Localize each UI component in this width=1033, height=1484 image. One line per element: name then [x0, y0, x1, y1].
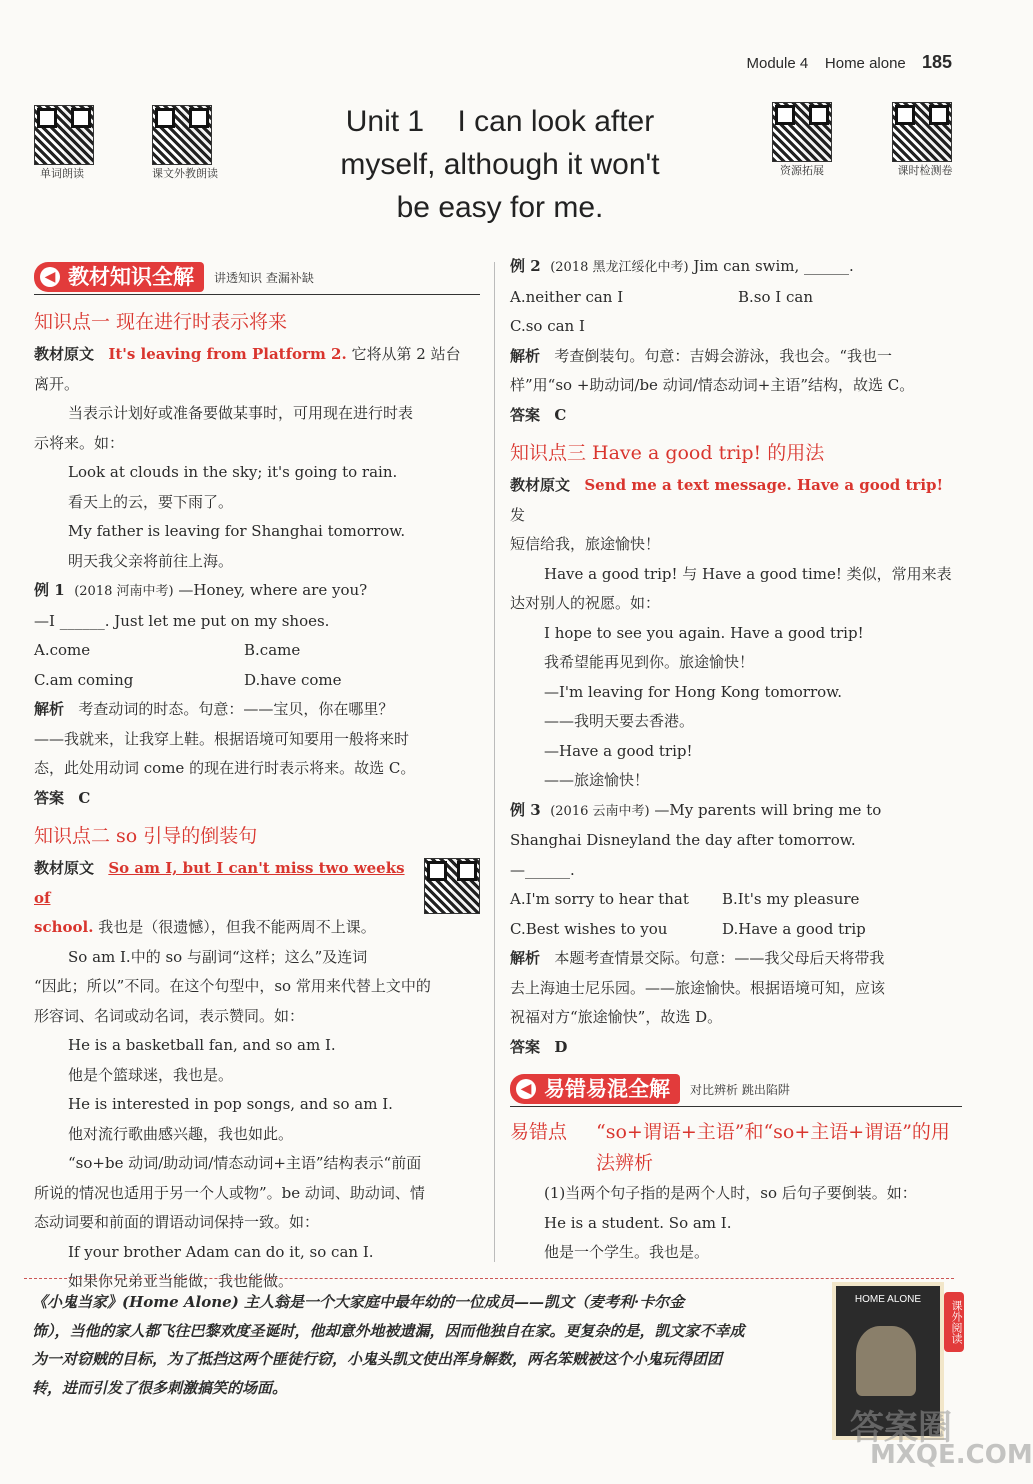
answer-value: D: [554, 1037, 568, 1056]
text-line: “so+be 动词/助动词/情态动词+主语”结构表示“前面: [68, 1154, 422, 1172]
qr-resources[interactable]: [772, 102, 832, 178]
analysis-text: 考查动词的时态。句意：——宝贝，你在哪里？: [78, 700, 394, 718]
example-label: 例 3: [510, 800, 541, 819]
text-line: “因此；所以”不同。在这个句型中，so 常用来代替上文中的: [34, 977, 431, 995]
knowledge-point-2: 知识点二 so 引导的倒装句: [34, 825, 258, 847]
analysis-text: 本题考查情景交际。句意：——我父母后天将带我: [554, 949, 885, 967]
option-a: A.I'm sorry to hear that: [510, 890, 689, 908]
option-c: C.Best wishes to you: [510, 919, 668, 938]
example-en: He is a student. So am I.: [544, 1213, 732, 1232]
example-cn: 看天上的云，要下雨了。: [68, 492, 234, 511]
example-cn: 如果你兄弟亚当能做，我也能做。: [68, 1272, 294, 1290]
example-cn: ——我明天要去香港。: [544, 712, 695, 730]
example-en: My father is leaving for Shanghai tomorrow.: [68, 522, 406, 540]
analysis-text: ——我就来，让我穿上鞋。根据语境可知要用一般将来时: [34, 729, 410, 748]
question-text: Jim can swim, ______.: [693, 257, 854, 275]
page-header: [747, 52, 953, 73]
example-cn: 我希望能再见到你。旅途愉快！: [544, 653, 755, 671]
question-text: —My parents will bring me to: [654, 800, 882, 819]
original-sentence: It's leaving from Platform 2.: [108, 345, 347, 363]
option-c: C.am coming: [34, 670, 134, 689]
option-b: B.It's my pleasure: [722, 890, 860, 908]
poster-figure: [856, 1326, 916, 1396]
example-cn: 他对流行歌曲感兴趣，我也如此。: [68, 1124, 294, 1143]
label-original-text: 教材原文: [34, 345, 95, 363]
answer-label: 答案: [510, 1037, 541, 1056]
footer-reading: [32, 1288, 822, 1402]
analysis-label: 解析: [510, 949, 541, 967]
error-point-title: “so+谓语+主语”和“so+主语+谓语”的用: [596, 1121, 950, 1143]
answer-label: 答案: [510, 405, 541, 424]
option-b: B.so I can: [738, 287, 813, 306]
error-point: [510, 1117, 962, 1175]
qr-caption: 课文外教朗读: [152, 168, 218, 180]
option-d: D.Have a good trip: [722, 919, 866, 938]
analysis-label: 解析: [510, 346, 541, 365]
option-a: A.come: [34, 641, 91, 659]
question-text: —______.: [510, 860, 575, 879]
watermark: 答案圈: [850, 1408, 952, 1448]
qr-code-icon: [34, 105, 94, 165]
example-label: 例 1: [34, 581, 65, 599]
left-column: [34, 262, 480, 1297]
original-sentence-cont: school.: [34, 918, 94, 936]
text-line: 离开。: [34, 374, 80, 393]
qr-code-icon: [892, 102, 952, 162]
example-cn: 他是个篮球迷，我也是。: [68, 1065, 234, 1084]
option-c: C.so can I: [510, 317, 585, 335]
error-point-title: 法辨析: [596, 1152, 654, 1174]
divider: [34, 294, 480, 295]
example-en: I hope to see you again. Have a good trip!: [544, 623, 864, 642]
side-tab: 课外阅读: [944, 1292, 964, 1352]
footer-line: 饰），当他的家人都飞往巴黎欢度圣诞时，他却意外地被遗漏，因而他独自在家。更复杂的是，凯文家不幸成: [32, 1321, 745, 1340]
answer-value: C: [554, 405, 567, 424]
module-label: Module 4: [746, 55, 809, 72]
original-translation: 发: [510, 505, 526, 524]
example-cn: ——旅途愉快！: [544, 771, 650, 789]
text-line: 达对别人的祝愿。如：: [510, 594, 661, 612]
text-line: So am I.中的 so 与副词“这样；这么”及连词: [68, 947, 368, 966]
example-en: Look at clouds in the sky; it's going to rain.: [68, 463, 398, 481]
right-column: [510, 252, 962, 1268]
divider: [510, 1106, 962, 1107]
example-label: 例 2: [510, 257, 541, 275]
speaker-icon: ◀: [516, 1079, 536, 1099]
analysis-text: 祝福对方“旅途愉快”，故选 D。: [510, 1008, 723, 1026]
banner-text: 易错易混全解: [544, 1076, 670, 1101]
qr-caption: 课时检测卷: [897, 165, 953, 177]
example-en: If your brother Adam can do it, so can I.: [68, 1242, 374, 1261]
qr-lesson-test[interactable]: [892, 102, 958, 178]
label-original-text: 教材原文: [510, 476, 571, 494]
question-text: —Honey, where are you?: [178, 581, 368, 599]
knowledge-point-1: 知识点一 现在进行时表示将来: [34, 311, 288, 333]
qr-code-icon[interactable]: [424, 858, 480, 914]
text-line: Have a good trip! 与 Have a good time! 类似，常用来表: [544, 564, 952, 583]
example-source: (2018 河南中考): [74, 584, 174, 599]
example-cn: 他是一个学生。我也是。: [544, 1243, 710, 1261]
text-line: 示将来。如：: [34, 433, 125, 452]
text-line: 所说的情况也适用于另一个人或物”。be 动词、助动词、情: [34, 1183, 425, 1202]
analysis-text: 考查倒装句。句意：吉姆会游泳，我也会。“我也一: [554, 346, 892, 365]
banner-subtitle: 讲透知识 查漏补缺: [214, 270, 314, 285]
banner-text: 教材知识全解: [68, 264, 194, 289]
error-point-label: 易错点: [510, 1121, 568, 1143]
text-line: 当表示计划好或准备要做某事时，可用现在进行时表: [68, 404, 414, 422]
watermark: MXQE.COM: [870, 1440, 1033, 1470]
text-line: 态动词要和前面的谓语动词保持一致。如：: [34, 1213, 320, 1231]
footer-divider: [24, 1278, 954, 1280]
banner-subtitle: 对比辨析 跳出陷阱: [690, 1082, 790, 1097]
footer-line: 《小鬼当家》(Home Alone) 主人翁是一个大家庭中最年幼的一位成员——凯文（麦考利·卡尔金: [32, 1293, 685, 1311]
column-divider: [494, 262, 495, 1262]
original-translation: 它将从第 2 站台: [351, 345, 461, 363]
section-banner: [510, 1074, 680, 1104]
unit-title: [300, 100, 700, 229]
page-number: 185: [921, 52, 952, 72]
qr-code-icon: [772, 102, 832, 162]
example-en: He is a basketball fan, and so am I.: [68, 1036, 336, 1054]
analysis-text: 态，此处用动词 come 的现在进行时表示将来。故选 C。: [34, 759, 416, 777]
footer-line: 为一对窃贼的目标，为了抵挡这两个匪徒行窃，小鬼头凯文使出浑身解数，两名笨贼被这个小鬼玩得团团: [32, 1350, 723, 1368]
qr-text-reading[interactable]: [150, 105, 230, 181]
label-original-text: 教材原文: [34, 859, 95, 877]
qr-word-reading[interactable]: [32, 105, 94, 181]
option-d: D.have come: [244, 670, 342, 689]
example-source: (2018 黑龙江绥化中考): [550, 260, 689, 275]
analysis-label: 解析: [34, 700, 65, 718]
original-sentence: So am I, but I can't miss two weeks of: [34, 859, 405, 907]
poster-title: HOME ALONE: [854, 1294, 922, 1305]
qr-caption: 资源拓展: [780, 165, 824, 177]
qr-caption: 单词朗读: [40, 168, 84, 180]
qr-code-icon: [152, 105, 212, 165]
example-source: (2016 云南中考): [550, 803, 650, 819]
text-line: (1)当两个句子指的是两个人时，so 后句子要倒装。如：: [544, 1184, 917, 1202]
question-text: —I ______. Just let me put on my shoes.: [34, 611, 330, 630]
analysis-text: 样”用“so +助动词/be 动词/情态动词+主语”结构，故选 C。: [510, 376, 915, 394]
option-b: B.came: [244, 641, 301, 659]
example-en: —I'm leaving for Hong Kong tomorrow.: [544, 682, 843, 701]
original-sentence: Send me a text message. Have a good trip!: [584, 476, 944, 494]
original-translation: 我也是（很遗憾），但我不能两周不上课。: [98, 918, 376, 936]
speaker-icon: ◀: [40, 267, 60, 287]
text-line: 形容词、名词或动名词，表示赞同。如：: [34, 1006, 305, 1025]
knowledge-point-3: 知识点三 Have a good trip! 的用法: [510, 442, 825, 464]
analysis-text: 去上海迪士尼乐园。——旅途愉快。根据语境可知，应该: [510, 978, 886, 997]
example-en: He is interested in pop songs, and so am I.: [68, 1095, 393, 1113]
title-line: Unit 1 I can look after: [345, 105, 655, 138]
original-translation: 短信给我，旅途愉快！: [510, 535, 661, 553]
unit-name: Home alone: [824, 55, 906, 72]
section-banner: [34, 262, 204, 292]
title-line: be easy for me.: [396, 191, 604, 224]
question-text: Shanghai Disneyland the day after tomorrow.: [510, 831, 856, 849]
title-line: myself, although it won't: [340, 148, 660, 181]
answer-value: C: [78, 788, 91, 807]
example-en: —Have a good trip!: [544, 741, 693, 760]
footer-line: 转，进而引发了很多刺激搞笑的场面。: [32, 1378, 288, 1397]
option-a: A.neither can I: [510, 287, 624, 306]
answer-label: 答案: [34, 788, 65, 807]
example-cn: 明天我父亲将前往上海。: [68, 551, 234, 570]
